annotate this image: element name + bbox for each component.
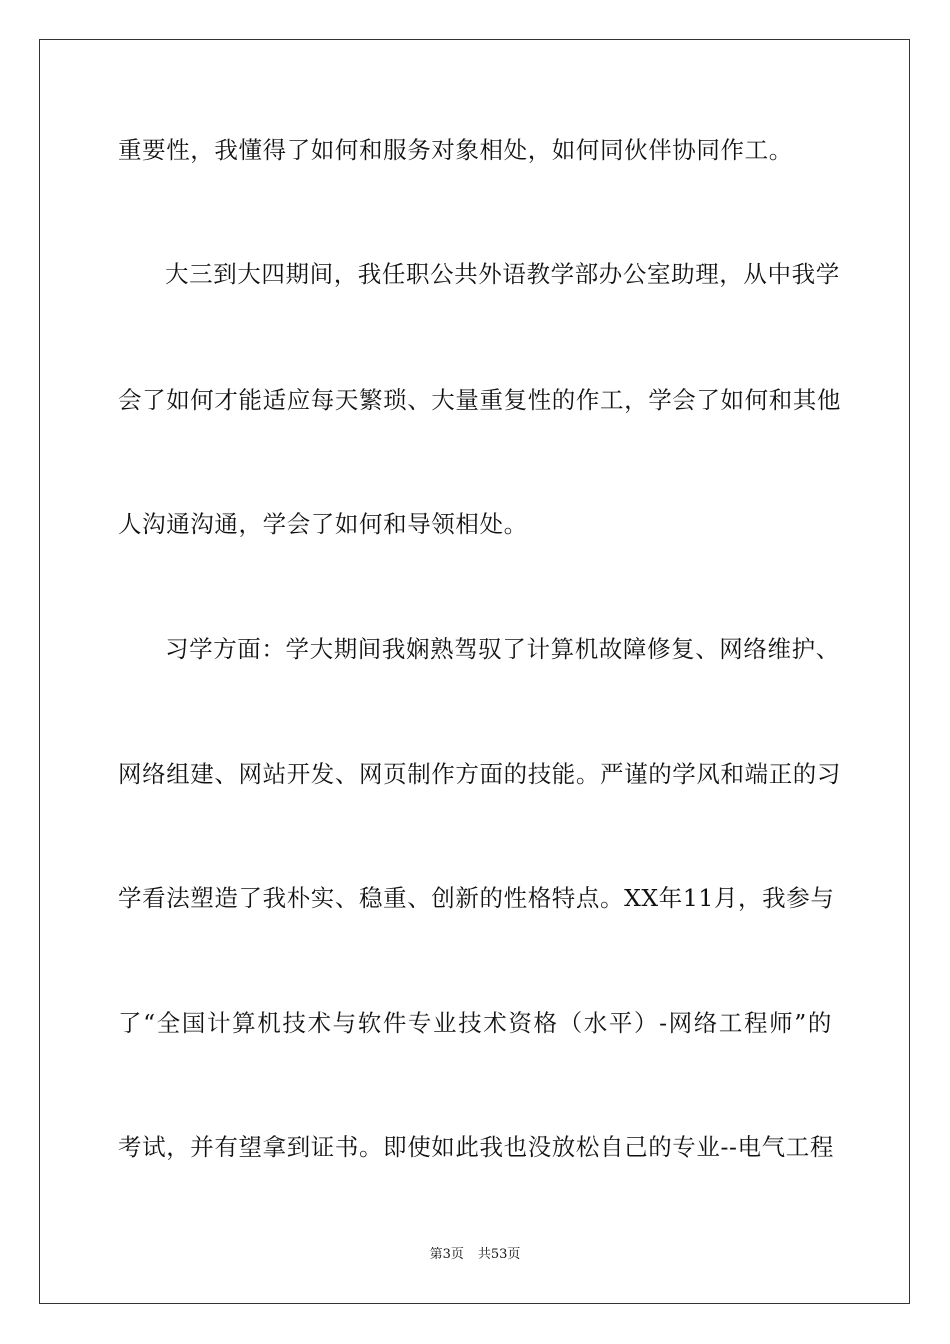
body-line-9: 考试，并有望拿到证书。即使如此我也没放松自己的专业--电气工程 <box>118 1133 834 1161</box>
body-line-8: 了“全国计算机技术与软件专业技术资格（水平）-网络工程师”的 <box>118 1009 832 1037</box>
body-line-4: 人沟通沟通，学会了如何和导领相处。 <box>118 510 528 538</box>
body-line-3: 会了如何才能适应每天繁琐、大量重复性的作工，学会了如何和其他 <box>118 386 841 414</box>
page-border <box>39 39 910 1304</box>
body-line-1: 重要性，我懂得了如何和服务对象相处，如何同伙伴协同作工。 <box>118 136 793 164</box>
total-pages: 共53页 <box>477 1247 521 1262</box>
body-line-6: 网络组建、网站开发、网页制作方面的技能。严谨的学风和端正的习 <box>118 760 841 788</box>
body-line-2: 大三到大四期间，我任职公共外语教学部办公室助理，从中我学 <box>165 260 840 288</box>
body-line-7: 学看法塑造了我朴实、稳重、创新的性格特点。XX年11月，我参与 <box>118 884 835 912</box>
body-line-5: 习学方面：学大期间我娴熟驾驭了计算机故障修复、网络维护、 <box>165 635 840 663</box>
page-number: 第3页 <box>429 1247 464 1262</box>
page-footer <box>0 1246 950 1264</box>
